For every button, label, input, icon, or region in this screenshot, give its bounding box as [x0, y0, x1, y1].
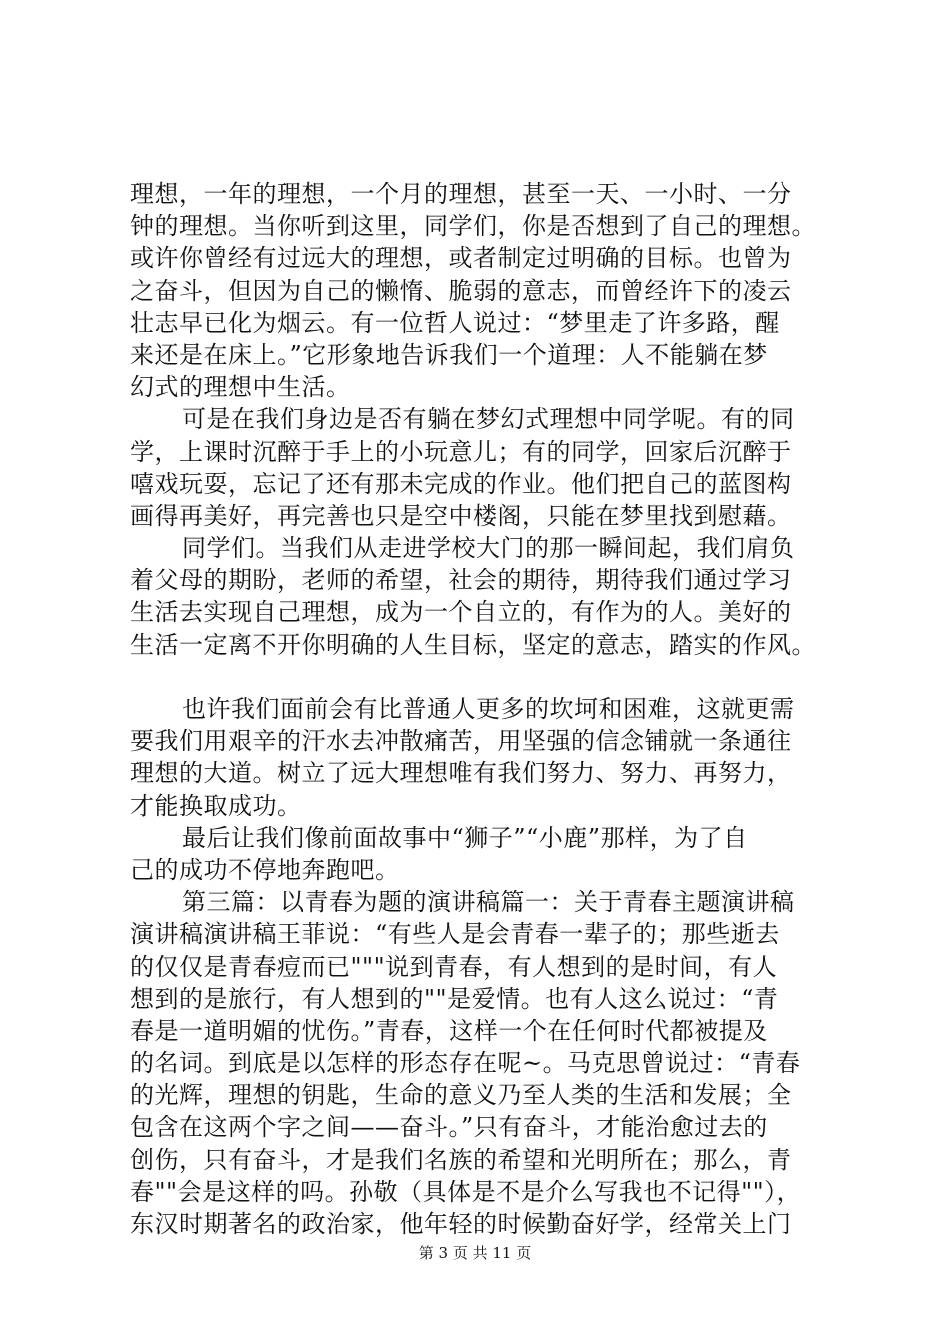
text-line: 春""会是这样的吗。孙敬（具体是不是介么写我也不记得""），	[130, 1177, 802, 1206]
paragraph-first-line: 可是在我们身边是否有躺在梦幻式理想中同学呢。有的同	[182, 405, 795, 434]
body-text	[130, 178, 850, 1240]
text-line: 钟的理想。当你听到这里，同学们，你是否想到了自己的理想。	[130, 212, 816, 241]
page-number-footer: 第 3 页 共 11 页	[418, 1244, 532, 1262]
text-line: 生活去实现自己理想，成为一个自立的，有作为的人。美好的	[130, 598, 792, 627]
text-line: 嘻戏玩耍，忘记了还有那未完成的作业。他们把自己的蓝图构	[130, 469, 792, 498]
text-line: 来还是在床上。”它形象地告诉我们一个道理：人不能躺在梦	[130, 340, 768, 369]
text-line: 理想的大道。树立了远大理想唯有我们努力、努力、再努力，	[130, 759, 792, 788]
text-line: 演讲稿演讲稿王菲说：“有些人是会青春一辈子的；那些逝去	[130, 920, 780, 949]
text-line: 之奋斗，但因为自己的懒惰、脆弱的意志，而曾经许下的凌云	[130, 276, 792, 305]
paragraph-first-line: 也许我们面前会有比普通人更多的坎坷和困难，这就更需	[182, 695, 795, 723]
text-line: 的名词。到底是以怎样的形态存在呢~。马克思曾说过：“青春	[130, 1049, 801, 1078]
text-line: 想到的是旅行，有人想到的""是爱情。也有人这么说过：“青	[130, 984, 779, 1013]
text-line: 幻式的理想中生活。	[130, 373, 351, 402]
text-line: 的仅仅是青春痘而已"""说到青春，有人想到的是时间，有人	[130, 952, 778, 981]
text-line: 着父母的期盼，老师的希望，社会的期待，期待我们通过学习	[130, 566, 792, 595]
text-line: 理想，一年的理想，一个月的理想，甚至一天、一小时、一分	[130, 180, 792, 208]
text-line: 画得再美好，再完善也只是空中楼阁，只能在梦里找到慰藉。	[130, 501, 792, 530]
text-line: 东汉时期著名的政治家，他年轻的时候勤奋好学，经常关上门	[130, 1210, 792, 1238]
text-line: 的光辉，理想的钥匙，生命的意义乃至人类的生活和发展；全	[130, 1081, 792, 1110]
text-line: 包含在这两个字之间——奋斗。”只有奋斗，才能治愈过去的	[130, 1113, 768, 1142]
text-line: 生活一定离不开你明确的人生目标，坚定的意志，踏实的作风。	[130, 630, 816, 659]
paragraph-first-line: 同学们。当我们从走进学校大门的那一瞬间起，我们肩负	[182, 534, 795, 563]
text-line: 己的成功不停地奔跑吧。	[130, 855, 400, 884]
text-line: 创伤，只有奋斗，才是我们名族的希望和光明所在；那么，青	[130, 1145, 792, 1174]
paragraph-first-line: 第三篇：以青春为题的演讲稿篇一：关于青春主题演讲稿	[182, 888, 795, 917]
text-line: 壮志早已化为烟云。有一位哲人说过：“梦里走了许多路，醒	[130, 308, 780, 337]
text-line: 学，上课时沉醉于手上的小玩意儿；有的同学，回家后沉醉于	[130, 437, 792, 466]
paragraph-first-line: 最后让我们像前面故事中“狮子”“小鹿”那样，为了自	[182, 823, 748, 852]
text-line: 春是一道明媚的忧伤。”青春，这样一个在任何时代都被提及	[130, 1016, 768, 1045]
text-line: 要我们用艰辛的汗水去冲散痛苦，用坚强的信念铺就一条通往	[130, 727, 792, 756]
text-line: 或许你曾经有过远大的理想，或者制定过明确的目标。也曾为	[130, 244, 792, 273]
paragraph-gap	[130, 661, 850, 693]
text-line: 才能换取成功。	[130, 791, 302, 820]
